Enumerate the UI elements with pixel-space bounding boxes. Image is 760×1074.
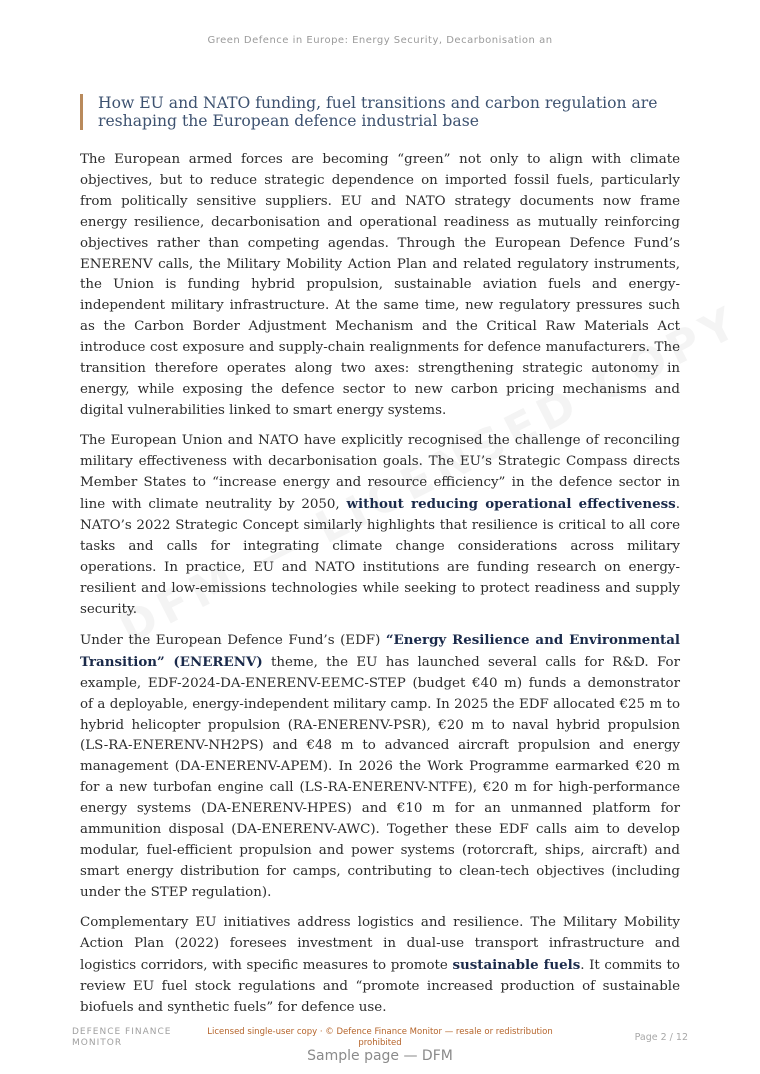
running-header: Green Defence in Europe: Energy Security, Decarbonisation an xyxy=(207,35,553,46)
paragraph-2-text-end: . NATO’s 2022 Strategic Concept similarly highlights that resilience is critical to all core tasks and calls for integrating climate change considerations across military operations. In practice, EU and NATO institutions are funding research on energy-resilient and low-emissions technologies while seeking to protect readiness and supply security. xyxy=(80,497,680,617)
sample-label: Sample page — DFM xyxy=(307,1048,453,1064)
paragraph-3-text-end: theme, the EU has launched several calls for R&D. For example, EDF-2024-DA-ENERENV-EEMC-STEP (budget €40 m) funds a demonstrator of a deployable, energy-independent military camp. In 2025 the EDF allocated €25 m to hybrid helicopter propulsion (RA-ENERENV-PSR), €20 m to naval hybrid propulsion (LS-RA-ENERENV-NH2PS) and €48 m to advanced aircraft propulsion and energy management (DA-ENERENV-APEM). In 2026 the Work Programme earmarked €20 m for a new turbofan engine call (LS-RA-ENERENV-NTFE), €20 m for high-performance energy systems (DA-ENERENV-HPES) and €10 m for an unmanned platform for ammunition disposal (DA-ENERENV-AWC). Together these EDF calls aim to develop modular, fuel-efficient propulsion and power systems (rotorcraft, ships, aircraft) and smart energy distribution for camps, contributing to clean-tech objectives (including under the STEP regulation). xyxy=(80,654,680,900)
paragraph-4 xyxy=(80,913,680,1019)
paragraph-3-text: Under the European Defence Fund’s (EDF) xyxy=(80,632,386,648)
body-text xyxy=(80,150,681,1015)
paragraph-2-emphasis: without reducing operational effectiveness xyxy=(346,496,676,512)
footer-license-notice: Licensed single-user copy · © Defence Finance Monitor — resale or redistribution prohibited xyxy=(207,1027,553,1048)
footer-publisher-line-2: MONITOR xyxy=(72,1037,123,1048)
section-subheading: How EU and NATO funding, fuel transitions and carbon regulation are reshaping the European defence industrial base xyxy=(80,94,688,130)
paragraph-4-text-end: . It commits to review EU fuel stock regulations and “promote increased production of sustainable biofuels and synthetic fuels” for defence use. xyxy=(80,958,680,1015)
paragraph-3-emphasis: “Energy Resilience and Environmental Transition” (ENERENV) xyxy=(80,631,681,670)
paragraph-4-text: Complementary EU initiatives address logistics and resilience. The Military Mobility Action Plan (2022) foresees investment in dual-use transport infrastructure and logistics corridors, with specific measures to promote xyxy=(80,915,680,974)
footer-publisher xyxy=(72,1027,171,1048)
paragraph-2-text: The European Union and NATO have explicitly recognised the challenge of reconciling military effectiveness with decarbonisation goals. The EU’s Strategic Compass directs Member States to “increase energy and resource efficiency” in the defence sector in line with climate neutrality by 2050, xyxy=(80,433,680,512)
paragraph-4-emphasis: sustainable fuels xyxy=(452,957,581,974)
paragraph-3 xyxy=(80,630,680,904)
paragraph-1: The European armed forces are becoming “green” not only to align with climate objectives, but to reduce strategic dependence on imported fossil fuels, particularly from politically sensitive suppliers. EU and NATO strategy documents now frame energy resilience, decarbonisation and operational readiness as mutually reinforcing objectives rather than competing agendas. Through the European Defence Fund’s ENERENV calls, the Military Mobility Action Plan and related regulatory instruments, the Union is funding hybrid propulsion, sustainable aviation fuels and energy-independent military infrastructure. At the same time, new regulatory pressures such as the Carbon Border Adjustment Mechanism and the Critical Raw Materials Act introduce cost exposure and supply-chain realignments for defence manufacturers. The transition therefore operates along two axes: strengthening strategic autonomy in energy, while exposing the defence sector to new carbon pricing mechanisms and digital vulnerabilities linked to smart energy systems. xyxy=(80,152,680,418)
page-number: Page 2 / 12 xyxy=(634,1032,688,1043)
paragraph-2 xyxy=(80,431,680,620)
footer-publisher-line-1: DEFENCE FINANCE xyxy=(72,1027,172,1037)
